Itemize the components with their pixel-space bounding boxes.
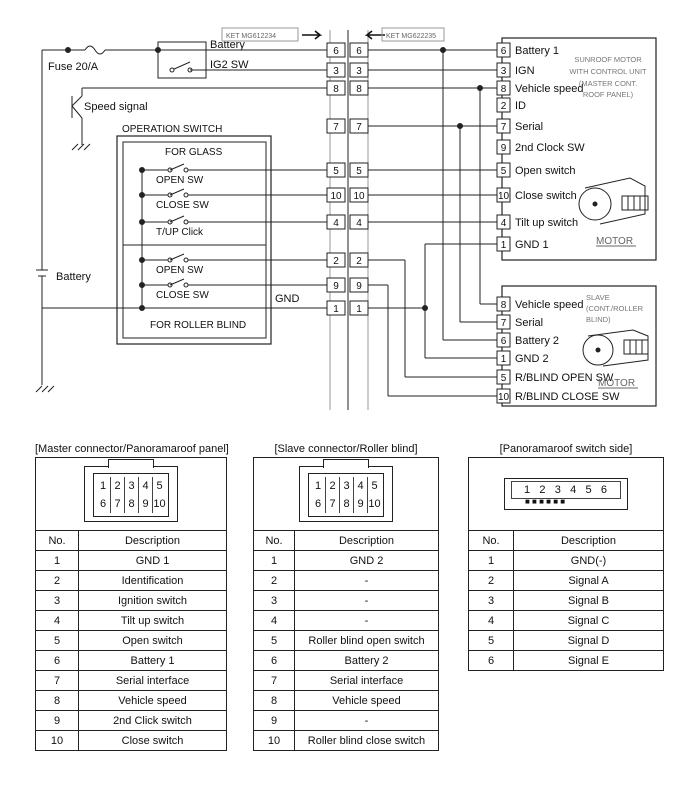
junction-pin-left-label: 1 — [333, 304, 339, 315]
glass-close-sw-label: CLOSE SW — [156, 200, 209, 211]
glass-open-switch — [140, 164, 331, 173]
connector-pin: 4 — [353, 477, 367, 495]
table-row — [254, 731, 439, 751]
pin-number-cell: 9 — [254, 711, 295, 731]
description-cell: - — [295, 571, 439, 591]
description-cell: Vehicle speed — [295, 691, 439, 711]
operation-switch-box — [117, 136, 271, 344]
description-cell: - — [295, 611, 439, 631]
junction-pin-right-label: 5 — [356, 166, 362, 177]
junction-pin-left-label: 2 — [333, 256, 339, 267]
switch-plug: 1 2 3 4 5 6 ■ ■ ■ ■ ■ ■ — [504, 478, 628, 510]
description-cell: Serial interface — [295, 671, 439, 691]
pin-number-cell: 2 — [36, 571, 79, 591]
blind-open-switch — [140, 254, 331, 263]
description-cell: Roller blind open switch — [295, 631, 439, 651]
description-cell: GND 2 — [295, 551, 439, 571]
table-row — [469, 591, 664, 611]
connector-pin: 1 — [314, 480, 322, 492]
switch-connector-drawing — [468, 457, 664, 530]
table-row — [469, 611, 664, 631]
switch-pin: 3 — [554, 484, 562, 496]
glass-close-switch — [140, 189, 331, 198]
table-row — [469, 631, 664, 651]
pin-number-cell: 7 — [36, 671, 79, 691]
junction-pin-right-label: 7 — [356, 122, 362, 133]
operation-switch-label: OPERATION SWITCH — [122, 124, 223, 135]
junction-pin-right-label: 4 — [356, 218, 362, 229]
pin-number-cell: 2 — [469, 571, 514, 591]
slave-pin-label: R/BLIND CLOSE SW — [515, 391, 620, 403]
master-pin-label: IGN — [515, 65, 535, 77]
connector-pin: 3 — [124, 477, 138, 495]
blind-close-switch — [140, 279, 331, 288]
master-unit-caption-line: ROOF PANEL) — [582, 90, 634, 99]
master-pin-number: 5 — [500, 166, 507, 177]
table-row — [36, 631, 227, 651]
col-description: Description — [295, 531, 439, 551]
col-no: No. — [254, 531, 295, 551]
connector-pin: 2 — [110, 477, 124, 495]
pin-number-cell: 4 — [254, 611, 295, 631]
for-roller-blind-label: FOR ROLLER BLIND — [150, 320, 247, 331]
blind-close-sw-label: CLOSE SW — [156, 290, 209, 301]
switch-pin: 5 — [585, 484, 593, 496]
slave-plug — [299, 466, 393, 522]
col-no: No. — [36, 531, 79, 551]
description-cell: Identification — [79, 571, 227, 591]
pin-number-cell: 10 — [36, 731, 79, 751]
master-pin-number: 4 — [500, 218, 507, 229]
slave-unit-caption-line: (CONT./ROLLER — [586, 304, 644, 313]
pin-number-cell: 8 — [36, 691, 79, 711]
relay-battery-label: Battery — [210, 39, 245, 51]
connector-pin: 5 — [367, 477, 381, 495]
master-pin-number: 6 — [500, 46, 507, 57]
master-motor-icon — [579, 178, 648, 224]
master-connector-drawing — [35, 457, 227, 530]
connector-pin: 8 — [124, 495, 138, 513]
table-row — [254, 551, 439, 571]
connector-pin: 6 — [314, 498, 322, 510]
connector-pin: 2 — [325, 477, 339, 495]
connector-pin: 9 — [138, 495, 152, 513]
master-description-table — [35, 530, 227, 751]
slave-pin-grid — [308, 473, 384, 517]
pin-number-cell: 1 — [36, 551, 79, 571]
pin-number-cell: 6 — [254, 651, 295, 671]
master-pin-label: Vehicle speed — [515, 83, 584, 95]
table-row — [36, 731, 227, 751]
table-row — [254, 571, 439, 591]
slave-pin-label: Battery 2 — [515, 335, 560, 347]
slave-motor-label: MOTOR — [598, 378, 636, 389]
pin-number-cell: 5 — [254, 631, 295, 651]
switch-pin: 6 — [600, 484, 608, 496]
slave-pin-number: 10 — [497, 392, 510, 403]
master-plug — [84, 466, 178, 522]
connector-pin: 3 — [339, 477, 353, 495]
table-row — [254, 691, 439, 711]
pin-number-cell: 4 — [36, 611, 79, 631]
glass-tilt-switch — [140, 216, 331, 225]
master-pin-grid — [93, 473, 169, 517]
description-cell: 2nd Click switch — [79, 711, 227, 731]
fuse-label: Fuse 20/A — [48, 61, 99, 73]
slave-unit-caption — [586, 293, 644, 324]
junction-pin-right-label: 2 — [356, 256, 362, 267]
description-cell: Signal E — [514, 651, 664, 671]
pin-number-cell: 1 — [469, 551, 514, 571]
switch-pin: 2 — [539, 484, 547, 496]
table-row — [36, 591, 227, 611]
slave-description-table — [253, 530, 439, 751]
master-unit-caption-line: (MASTER CONT. — [578, 79, 638, 88]
switch-pin: 4 — [570, 484, 578, 496]
table-row — [254, 611, 439, 631]
slave-pin-label: Serial — [515, 317, 544, 329]
master-pin-number: 2 — [500, 101, 507, 112]
junction-pin-right-label: 9 — [356, 281, 362, 292]
junction-pin-right-label: 1 — [356, 304, 362, 315]
pin-number-cell: 5 — [36, 631, 79, 651]
pin-number-cell: 4 — [469, 611, 514, 631]
table-row — [36, 651, 227, 671]
slave-pin-label: GND 2 — [515, 353, 549, 365]
slave-pin-number: 1 — [500, 354, 507, 365]
master-pin-label: 2nd Clock SW — [515, 142, 585, 154]
junction-pin-left-label: 10 — [330, 191, 342, 202]
master-pin-label: Serial — [515, 121, 544, 133]
glass-tilt-sw-label: T/UP Click — [156, 227, 204, 238]
master-pin-number: 7 — [500, 122, 507, 133]
junction-pin-left-label: 7 — [333, 122, 339, 133]
description-cell: Signal A — [514, 571, 664, 591]
connector-pin: 4 — [138, 477, 152, 495]
master-pin-label: Open switch — [515, 165, 576, 177]
master-pin-label: GND 1 — [515, 239, 549, 251]
slave-table-title: [Slave connector/Roller blind] — [274, 443, 418, 455]
description-cell: Battery 1 — [79, 651, 227, 671]
relay-ig2-label: IG2 SW — [210, 59, 249, 71]
slave-pin-number: 5 — [500, 373, 507, 384]
connector-pin: 10 — [367, 495, 381, 513]
junction-pin-left-label: 6 — [333, 46, 339, 57]
connector-pin: 8 — [339, 495, 353, 513]
table-row — [254, 671, 439, 691]
master-pin-label: Battery 1 — [515, 45, 560, 57]
pin-number-cell: 8 — [254, 691, 295, 711]
slave-connector-table — [253, 441, 439, 751]
table-row — [254, 651, 439, 671]
connector-pin: 9 — [353, 495, 367, 513]
switch-side-table — [468, 441, 664, 671]
blind-open-sw-label: OPEN SW — [156, 265, 204, 276]
slave-pin-label: R/BLIND OPEN SW — [515, 372, 614, 384]
table-row — [469, 551, 664, 571]
col-description: Description — [514, 531, 664, 551]
slave-pin-number: 6 — [500, 336, 507, 347]
junction-pin-right-label: 8 — [356, 84, 362, 95]
master-motor-label: MOTOR — [596, 236, 634, 247]
table-row — [36, 611, 227, 631]
description-cell: GND 1 — [79, 551, 227, 571]
pin-number-cell: 6 — [36, 651, 79, 671]
description-cell: Signal D — [514, 631, 664, 651]
junction-pin-right-label: 6 — [356, 46, 362, 57]
slave-unit-caption-line: SLAVE — [586, 293, 610, 302]
master-pin-label: Close switch — [515, 190, 577, 202]
description-cell: Serial interface — [79, 671, 227, 691]
battery-label: Battery — [56, 271, 91, 283]
pin-number-cell: 3 — [254, 591, 295, 611]
description-cell: Signal C — [514, 611, 664, 631]
table-row — [254, 711, 439, 731]
pin-number-cell: 3 — [36, 591, 79, 611]
description-cell: Battery 2 — [295, 651, 439, 671]
switch-table-title: [Panoramaroof switch side] — [499, 443, 633, 455]
table-row — [254, 591, 439, 611]
table-row — [254, 631, 439, 651]
connector-right-label: KET MG622235 — [386, 33, 437, 40]
connector-left-label: KET MG612234 — [226, 33, 277, 40]
for-glass-label: FOR GLASS — [165, 147, 223, 158]
description-cell: - — [295, 591, 439, 611]
table-row — [469, 651, 664, 671]
speed-signal-label: Speed signal — [84, 101, 148, 113]
master-connector-table — [35, 441, 227, 751]
battery-symbol — [36, 270, 54, 392]
speed-signal-wire — [72, 88, 330, 150]
description-cell: Close switch — [79, 731, 227, 751]
table-row — [36, 671, 227, 691]
junction-pin-left-label: 8 — [333, 84, 339, 95]
table-row — [469, 571, 664, 591]
glass-open-sw-label: OPEN SW — [156, 175, 204, 186]
pin-number-cell: 10 — [254, 731, 295, 751]
connector-pin: 5 — [152, 477, 166, 495]
table-row — [36, 691, 227, 711]
master-pin-label: Tilt up switch — [515, 217, 579, 229]
pin-number-cell: 7 — [254, 671, 295, 691]
description-cell: Signal B — [514, 591, 664, 611]
junction-pin-left-label: 4 — [333, 218, 339, 229]
master-pin-number: 9 — [500, 143, 507, 154]
col-description: Description — [79, 531, 227, 551]
slave-connector-drawing — [253, 457, 439, 530]
master-table-title: [Master connector/Panoramaroof panel] — [35, 443, 229, 455]
connector-pin: 6 — [99, 498, 107, 510]
switch-pin: 1 — [524, 484, 532, 496]
pin-number-cell: 6 — [469, 651, 514, 671]
master-pin-number: 3 — [500, 66, 507, 77]
connector-pin: 7 — [110, 495, 124, 513]
slave-pin-number: 7 — [500, 318, 507, 329]
master-unit-caption-line: SUNROOF MOTOR — [574, 55, 642, 64]
junction-pin-right-label: 10 — [353, 191, 365, 202]
switch-description-table — [468, 530, 664, 671]
description-cell: Open switch — [79, 631, 227, 651]
description-cell: GND(-) — [514, 551, 664, 571]
slave-pin-number: 8 — [500, 300, 507, 311]
connector-pin: 7 — [325, 495, 339, 513]
description-cell: Vehicle speed — [79, 691, 227, 711]
pin-number-cell: 9 — [36, 711, 79, 731]
slave-motor-icon — [583, 330, 648, 366]
description-cell: Tilt up switch — [79, 611, 227, 631]
description-cell: Roller blind close switch — [295, 731, 439, 751]
pin-number-cell: 2 — [254, 571, 295, 591]
table-row — [36, 551, 227, 571]
description-cell: - — [295, 711, 439, 731]
master-pin-label: ID — [515, 100, 526, 112]
gnd-label: GND — [275, 293, 300, 305]
junction-pin-right-label: 3 — [356, 66, 362, 77]
slave-unit-caption-line: BLIND) — [586, 315, 611, 324]
slave-pin-label: Vehicle speed — [515, 299, 584, 311]
pin-number-cell: 3 — [469, 591, 514, 611]
connector-pin: 10 — [152, 495, 166, 513]
master-pin-number: 8 — [500, 84, 507, 95]
junction-pin-left-label: 5 — [333, 166, 339, 177]
table-row — [36, 711, 227, 731]
table-row — [36, 571, 227, 591]
master-pin-number: 10 — [497, 191, 510, 202]
pin-number-cell: 1 — [254, 551, 295, 571]
junction-pin-left-label: 9 — [333, 281, 339, 292]
description-cell: Ignition switch — [79, 591, 227, 611]
unit-wiring — [368, 48, 497, 397]
connector-pin: 1 — [99, 480, 107, 492]
master-pin-number: 1 — [500, 240, 507, 251]
master-unit-caption-line: WITH CONTROL UNIT — [569, 67, 647, 76]
pin-number-cell: 5 — [469, 631, 514, 651]
junction-pin-left-label: 3 — [333, 66, 339, 77]
col-no: No. — [469, 531, 514, 551]
